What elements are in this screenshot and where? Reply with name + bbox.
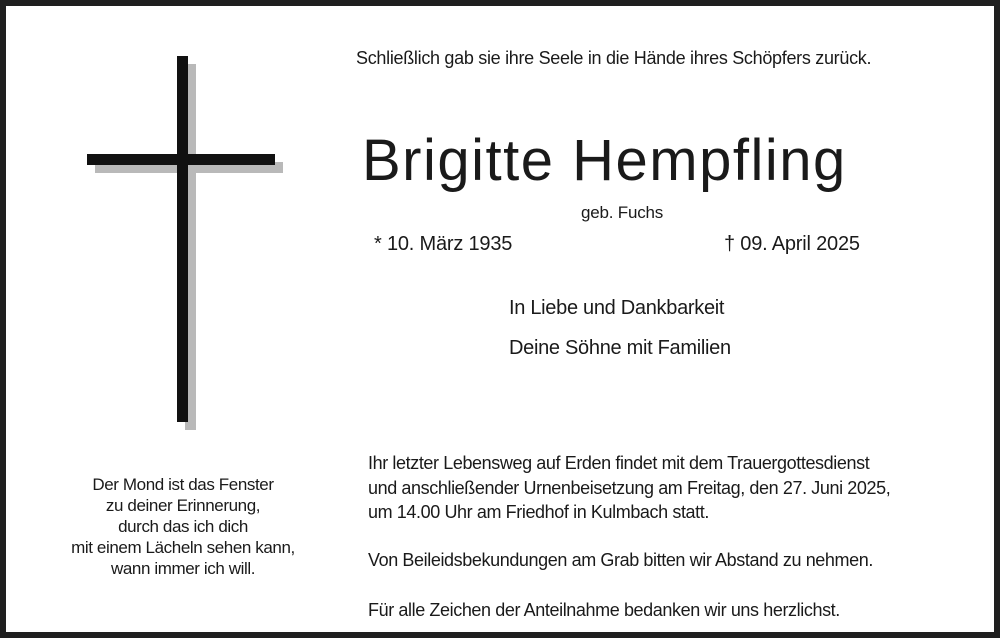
poem-line: durch das ich dich (118, 517, 248, 536)
poem-line: Der Mond ist das Fenster (92, 475, 274, 494)
mourners-line-2: Deine Söhne mit Familien (509, 337, 731, 359)
service-line: um 14.00 Uhr am Friedhof in Kulmbach statt. (368, 502, 709, 522)
thanks-note: Für alle Zeichen der Anteilnahme bedanken wir uns herzlichst. (368, 600, 840, 620)
birth-date: * 10. März 1935 (374, 233, 513, 255)
cross-beam-vertical (177, 56, 188, 422)
cross-icon (6, 6, 326, 446)
poem-line: zu deiner Erinnerung, (105, 496, 261, 515)
cross-beam-horizontal (87, 154, 275, 165)
condolence-note: Von Beileidsbekundungen am Grab bitten wir Abstand zu nehmen. (368, 550, 873, 570)
poem-line: wann immer ich will. (110, 559, 256, 578)
maiden-name: geb. Fuchs (581, 203, 664, 222)
death-date: † 09. April 2025 (724, 233, 860, 255)
service-details (368, 451, 890, 525)
deceased-name: Brigitte Hempfling (362, 128, 847, 193)
service-line: Ihr letzter Lebensweg auf Erden findet mit dem Trauergottesdienst (368, 453, 870, 473)
mourners-line-1: In Liebe und Dankbarkeit (509, 297, 725, 319)
service-line: und anschließender Urnenbeisetzung am Freitag, den 27. Juni 2025, (368, 477, 891, 498)
memorial-poem (46, 474, 320, 579)
poem-line: mit einem Lächeln sehen kann, (71, 538, 295, 557)
opening-quote: Schließlich gab sie ihre Seele in die Hände ihres Schöpfers zurück. (356, 48, 872, 68)
